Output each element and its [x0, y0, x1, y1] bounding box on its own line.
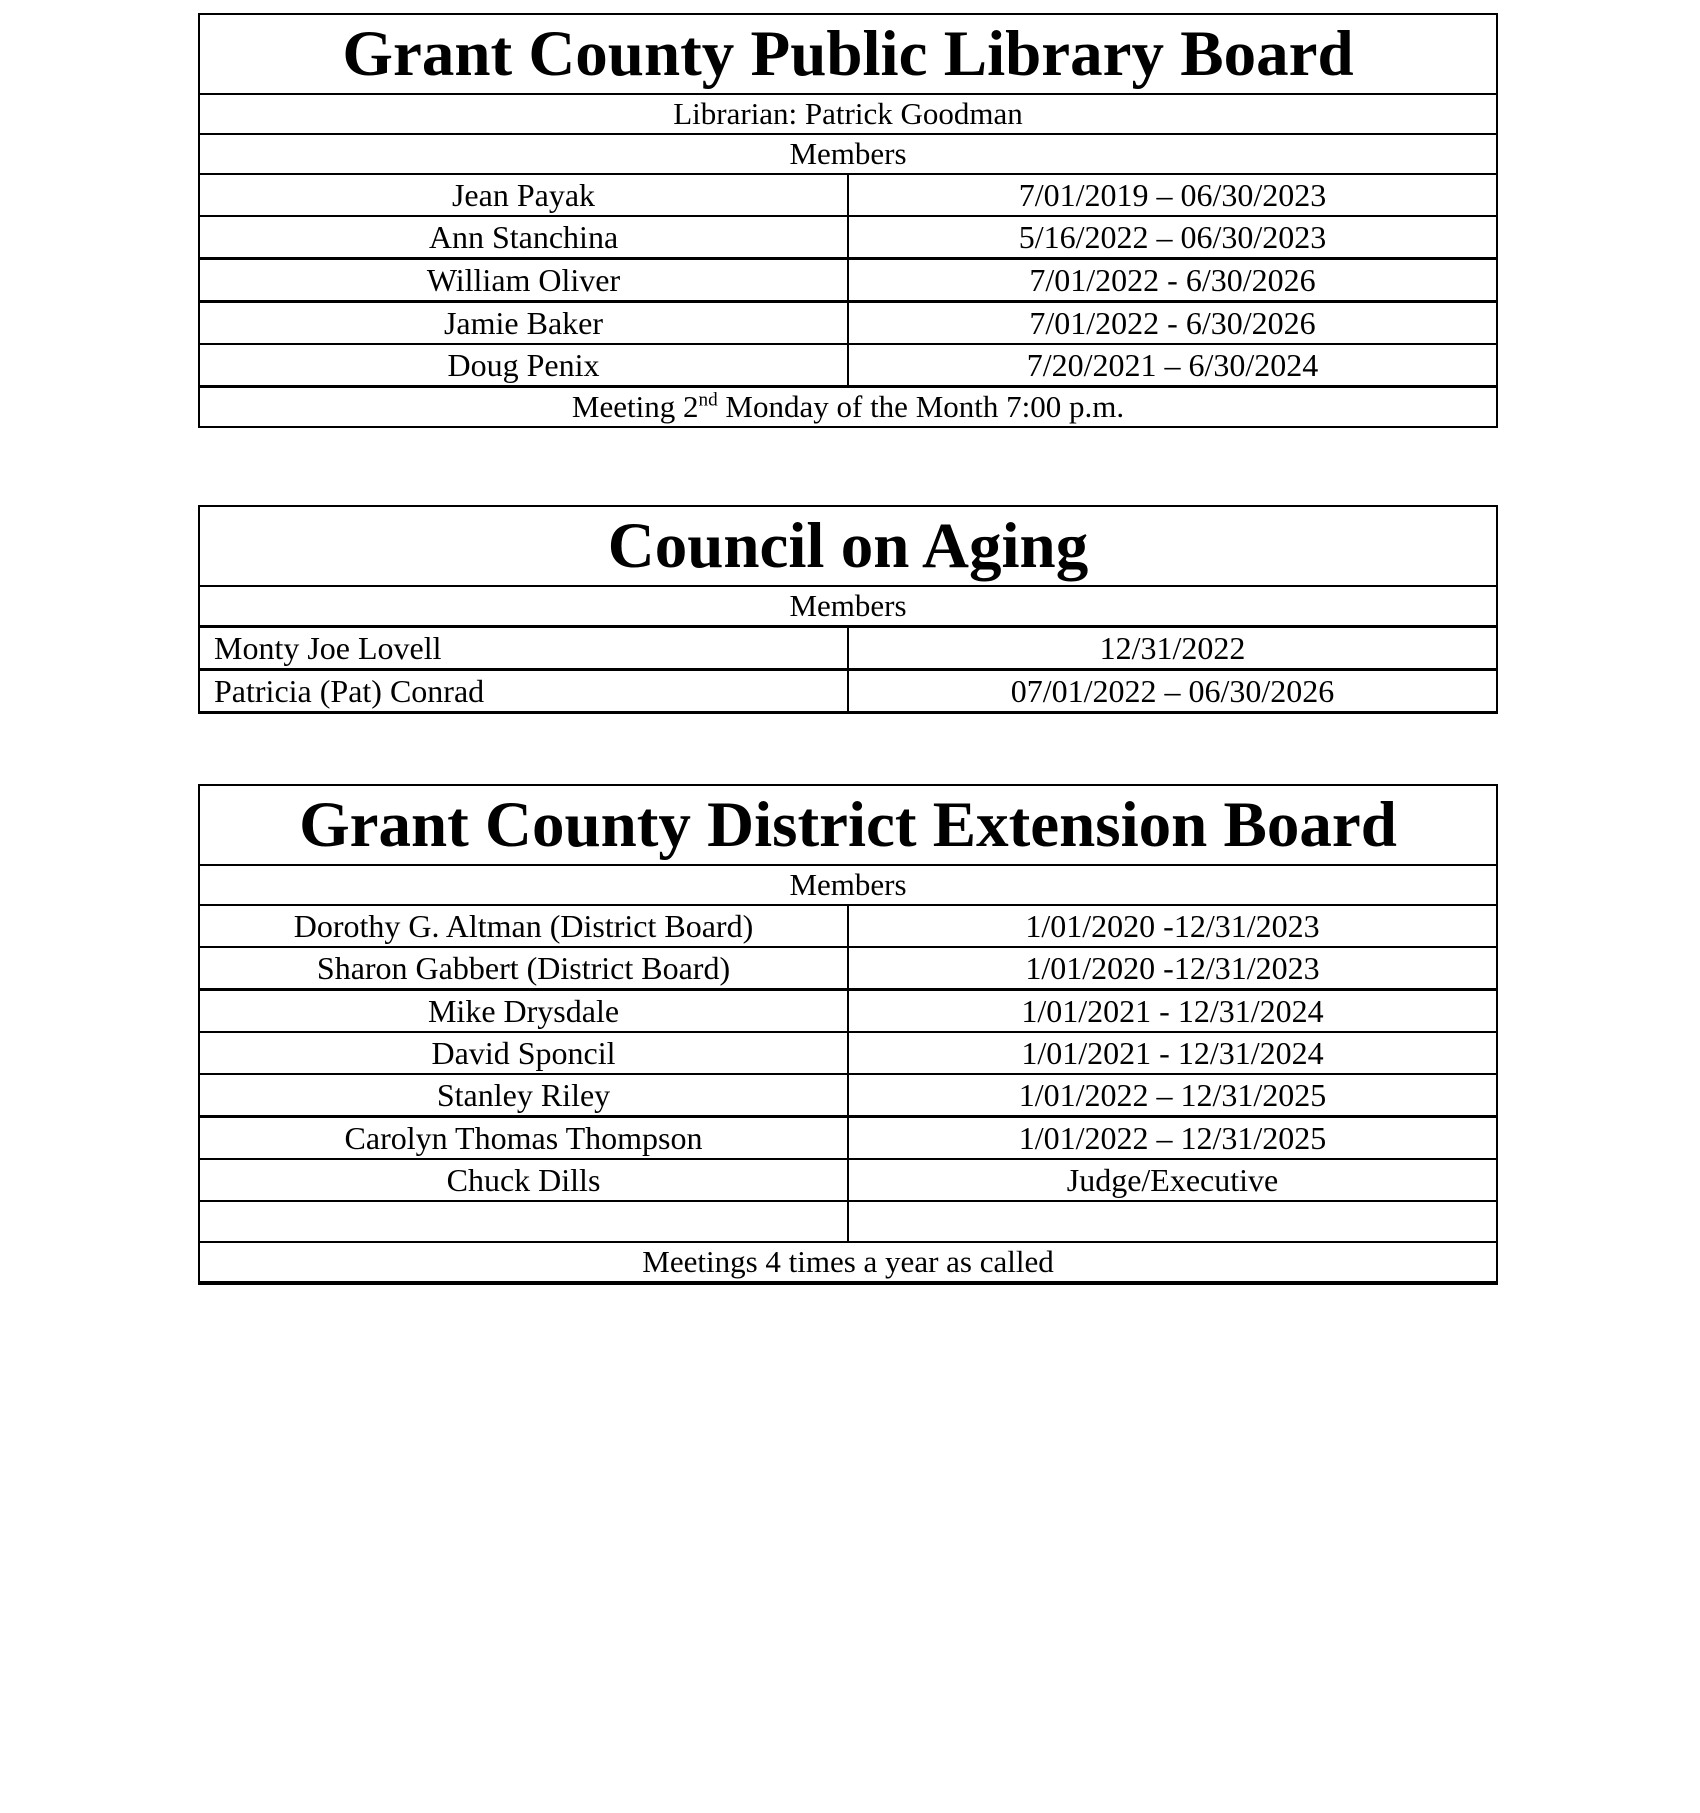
- table-row: [199, 344, 1497, 387]
- members-header: Members: [199, 134, 1497, 174]
- council-on-aging-title: Council on Aging: [199, 506, 1497, 586]
- meeting-note-prefix: Meeting 2: [571, 389, 699, 424]
- extension-board-table: [198, 784, 1498, 1285]
- member-term: 1/01/2022 – 12/31/2025: [848, 1117, 1497, 1160]
- member-term: 7/20/2021 – 6/30/2024: [848, 344, 1497, 387]
- member-term: 07/01/2022 – 06/30/2026: [848, 670, 1497, 713]
- table-row: [199, 1074, 1497, 1117]
- member-term: 5/16/2022 – 06/30/2023: [848, 216, 1497, 259]
- table-row: [199, 1032, 1497, 1074]
- table-row-empty: [199, 1201, 1497, 1242]
- table-row: [199, 1117, 1497, 1160]
- library-board-table: [198, 13, 1498, 428]
- member-term: 12/31/2022: [848, 627, 1497, 670]
- member-name: [199, 1201, 848, 1242]
- librarian-subtitle: Librarian: Patrick Goodman: [199, 94, 1497, 134]
- member-name: David Sponcil: [199, 1032, 848, 1074]
- member-term: 1/01/2021 - 12/31/2024: [848, 1032, 1497, 1074]
- member-term: 7/01/2022 - 6/30/2026: [848, 259, 1497, 302]
- member-name: Ann Stanchina: [199, 216, 848, 259]
- member-term: 1/01/2020 -12/31/2023: [848, 947, 1497, 990]
- member-name: Stanley Riley: [199, 1074, 848, 1117]
- council-on-aging-table: [198, 505, 1498, 714]
- member-name: Doug Penix: [199, 344, 848, 387]
- table-row: [199, 259, 1497, 302]
- table-row: [199, 905, 1497, 947]
- member-name: Patricia (Pat) Conrad: [199, 670, 848, 713]
- member-name: Jean Payak: [199, 174, 848, 216]
- meeting-note: [199, 387, 1497, 428]
- table-row: [199, 216, 1497, 259]
- members-header: Members: [199, 865, 1497, 905]
- member-name: Mike Drysdale: [199, 990, 848, 1033]
- document-page: [0, 13, 1700, 1813]
- table-row: [199, 990, 1497, 1033]
- member-term: 1/01/2022 – 12/31/2025: [848, 1074, 1497, 1117]
- meeting-note-suffix: Monday of the Month 7:00 p.m.: [717, 389, 1125, 424]
- ordinal-suffix: nd: [698, 389, 718, 411]
- member-term: 1/01/2020 -12/31/2023: [848, 905, 1497, 947]
- member-term: [848, 1201, 1497, 1242]
- extension-board-title: Grant County District Extension Board: [199, 785, 1497, 865]
- member-name: William Oliver: [199, 259, 848, 302]
- member-term: 1/01/2021 - 12/31/2024: [848, 990, 1497, 1033]
- member-term: 7/01/2019 – 06/30/2023: [848, 174, 1497, 216]
- member-name: Sharon Gabbert (District Board): [199, 947, 848, 990]
- member-name: Dorothy G. Altman (District Board): [199, 905, 848, 947]
- member-term: 7/01/2022 - 6/30/2026: [848, 302, 1497, 345]
- table-row: [199, 627, 1497, 670]
- table-row: [199, 670, 1497, 713]
- table-row: [199, 302, 1497, 345]
- member-name: Jamie Baker: [199, 302, 848, 345]
- member-name: Monty Joe Lovell: [199, 627, 848, 670]
- members-header: Members: [199, 586, 1497, 627]
- member-name: Carolyn Thomas Thompson: [199, 1117, 848, 1160]
- member-name: Chuck Dills: [199, 1159, 848, 1201]
- table-row: [199, 174, 1497, 216]
- table-row: [199, 1159, 1497, 1201]
- meeting-note: Meetings 4 times a year as called: [199, 1242, 1497, 1283]
- table-row: [199, 947, 1497, 990]
- member-term: Judge/Executive: [848, 1159, 1497, 1201]
- library-board-title: Grant County Public Library Board: [199, 14, 1497, 94]
